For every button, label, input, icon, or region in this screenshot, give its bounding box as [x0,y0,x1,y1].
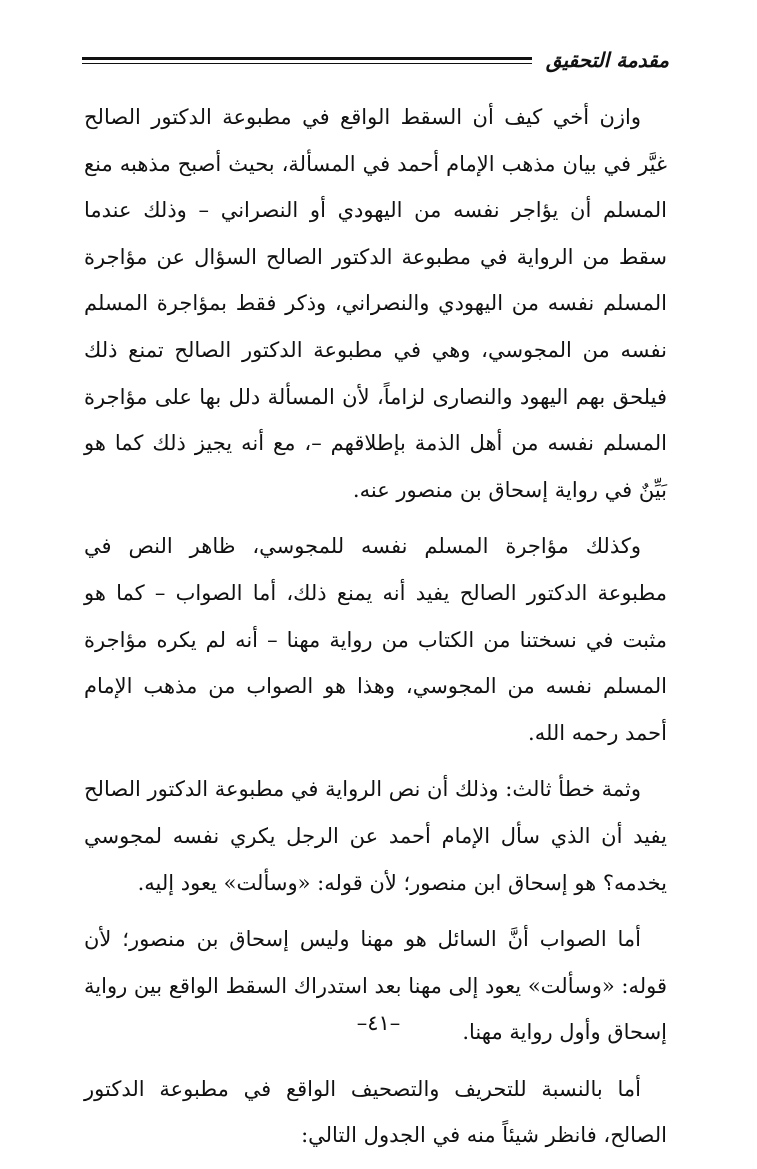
page-number: –٤١– [356,1011,401,1035]
paragraph: أما بالنسبة للتحريف والتصحيف الواقع في مطبوعة الدكتور الصالح، فانظر شيئاً منه في الجدول التالي: [84,1076,667,1148]
running-header [82,44,669,76]
paragraph: وثمة خطأ ثالث: وذلك أن نص الرواية في مطبوعة الدكتور الصالح يفيد أن الذي سأل الإمام أحمد عن الرجل يكري نفسه لمجوسي يخدمه؟ هو إسحاق ابن منصور؛ لأن قوله: «وسألت» يعود إليه. [84,777,667,895]
paragraph: وازن أخي كيف أن السقط الواقع في مطبوعة الدكتور الصالح غيَّر في بيان مذهب الإمام أحمد في المسألة، بحيث أصبح مذهبه منع المسلم أن يؤاجر نفسه من اليهودي أو النصراني – وذلك عندما سقط من الرواية في مطبوعة الدكتور الصالح السؤال عن مؤاجرة المسلم نفسه من اليهودي والنصراني، وذكر فقط بمؤاجرة المسلم نفسه من المجوسي، وهي في مطبوعة الدكتور الصالح تمنع ذلك فيلحق بهم اليهود والنصارى لزاماً، لأن المسألة دلل بها على مؤاجرة المسلم نفسه من أهل الذمة بإطلاقهم –، مع أنه يجيز ذلك كما هو بَيِّنٌ في رواية إسحاق بن منصور عنه. [84,105,668,502]
header-rule-thin [82,63,532,64]
paragraph: أما الصواب أنَّ السائل هو مهنا وليس إسحاق بن منصور؛ لأن قوله: «وسألت» يعود إلى مهنا بعد استدراك السقط الواقع بين رواية إسحاق وأول رواية مهنا. [84,927,667,1045]
header-rule [82,57,532,64]
header-title: مقدمة التحقيق [545,48,669,72]
header-rule-thick [82,57,532,60]
paragraph: وكذلك مؤاجرة المسلم نفسه للمجوسي، ظاهر النص في مطبوعة الدكتور الصالح يفيد أنه يمنع ذلك، أما الصواب – كما هو مثبت في نسختنا من الكتاب من رواية مهنا – أنه لم يكره مؤاجرة المسلم نفسه من المجوسي، وهذا هو الصواب من مذهب الإمام أحمد رحمه الله. [84,534,667,745]
